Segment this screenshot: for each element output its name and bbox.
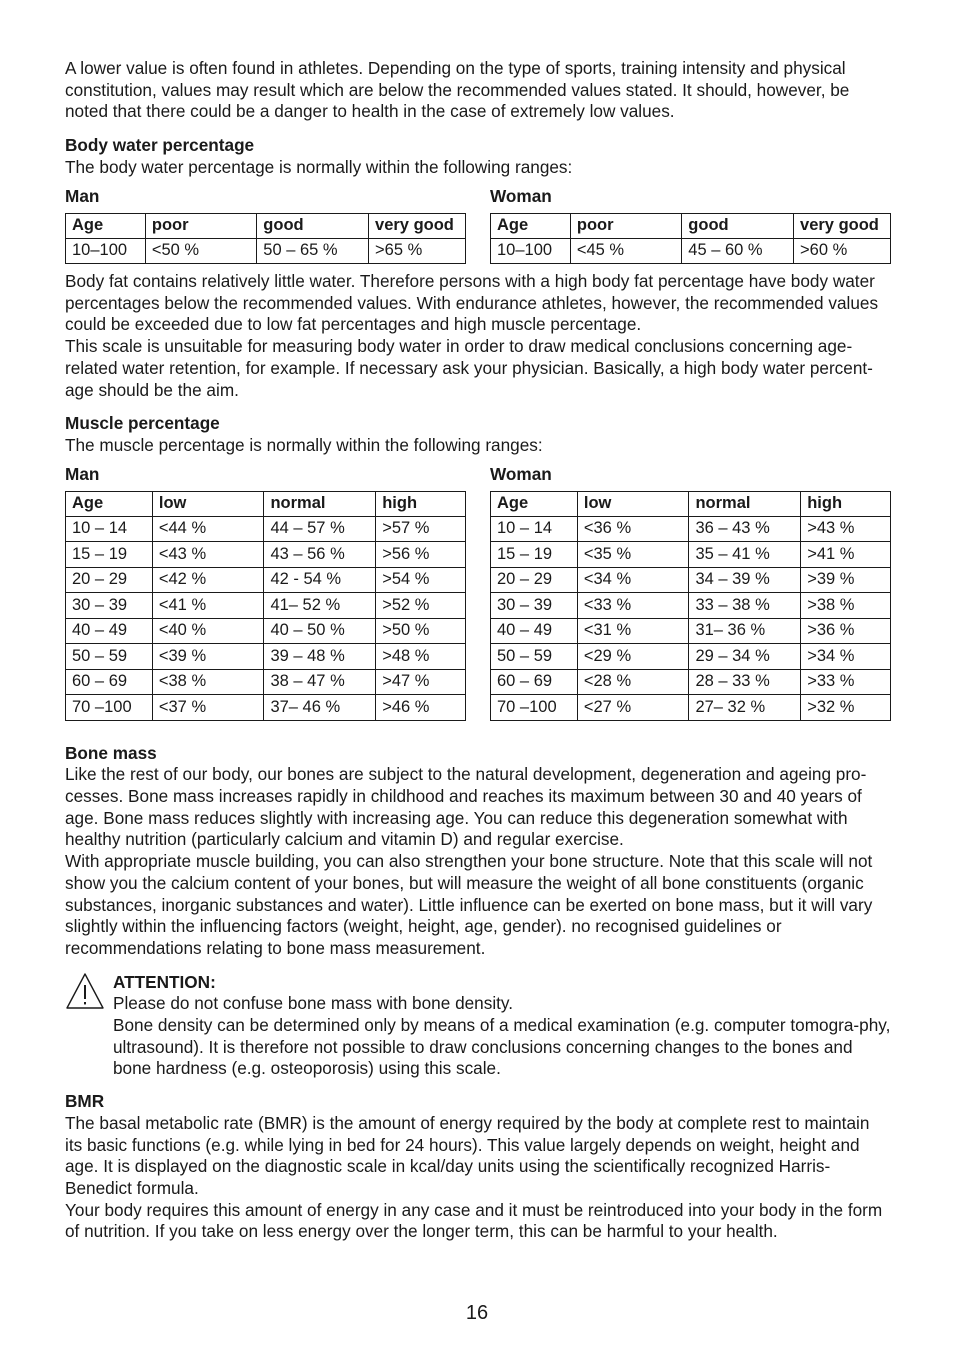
table-cell: >52 % [376, 593, 466, 619]
table-cell: <31 % [577, 618, 689, 644]
table-row [491, 593, 891, 619]
table-header-row [66, 213, 466, 238]
table-cell: 40 – 49 [491, 618, 578, 644]
table-row [491, 669, 891, 695]
bmr-paragraph-2: Your body requires this amount of energy in any case and it must be reintroduced into your body in the form of nutrition. If you take on less energy over the longer term, this can be harmful to your health. [65, 1199, 883, 1242]
bmr-heading: BMR [65, 1091, 105, 1112]
table-title: Man [65, 185, 100, 206]
table-title: Man [65, 463, 100, 484]
column-header: poor [145, 213, 256, 238]
muscle-man [65, 464, 466, 721]
table-cell: 41– 52 % [264, 593, 376, 619]
table-cell: 10–100 [66, 238, 146, 264]
column-header: poor [570, 213, 681, 238]
table-cell: 27– 32 % [689, 695, 801, 721]
table-header-row [491, 213, 891, 238]
table-cell: >36 % [801, 618, 891, 644]
table-row [491, 238, 891, 264]
table-cell: 28 – 33 % [689, 669, 801, 695]
table-cell: <35 % [577, 542, 689, 568]
table-cell: <41 % [152, 593, 264, 619]
column-header: Age [66, 491, 153, 516]
table-row [66, 669, 466, 695]
table-cell: 44 – 57 % [264, 516, 376, 542]
table-cell: 39 – 48 % [264, 644, 376, 670]
table-cell: 45 – 60 % [682, 238, 794, 264]
table-cell: >38 % [801, 593, 891, 619]
muscle-woman [490, 464, 891, 721]
table-cell: 38 – 47 % [264, 669, 376, 695]
body-water-lead: The body water percentage is normally within the following ranges: [65, 156, 573, 177]
body-water-paragraph-1: Body fat contains relatively little water. Therefore persons with a high body fat percentage have body water percentages below the recommended values. With endurance athletes, however, the recommended values could be exceeded due to low fat percentages and high muscle percentage. [65, 271, 879, 335]
table-cell: <37 % [152, 695, 264, 721]
table-header-row [66, 491, 466, 516]
table-cell: >56 % [376, 542, 466, 568]
table-cell: 70 –100 [491, 695, 578, 721]
table-cell: <29 % [577, 644, 689, 670]
table-cell: <45 % [570, 238, 681, 264]
table-cell: 50 – 59 [491, 644, 578, 670]
table-row [491, 542, 891, 568]
table-cell: 15 – 19 [491, 542, 578, 568]
table-cell: 70 –100 [66, 695, 153, 721]
attention-title: ATTENTION: [113, 971, 216, 992]
body-water-man [65, 186, 466, 265]
table-cell: <39 % [152, 644, 264, 670]
attention-box [65, 972, 891, 1081]
table-row [66, 238, 466, 264]
column-header: Age [491, 213, 571, 238]
table-cell: >39 % [801, 567, 891, 593]
column-header: good [682, 213, 794, 238]
table-cell: 10 – 14 [491, 516, 578, 542]
column-header: Age [491, 491, 578, 516]
table-cell: 36 – 43 % [689, 516, 801, 542]
table-cell: <42 % [152, 567, 264, 593]
table-cell: 31– 36 % [689, 618, 801, 644]
table-cell: >43 % [801, 516, 891, 542]
muscle-lead: The muscle percentage is normally within the following ranges: [65, 434, 543, 455]
table-cell: 30 – 39 [491, 593, 578, 619]
table-cell: <44 % [152, 516, 264, 542]
column-header: good [257, 213, 369, 238]
table-cell: 60 – 69 [491, 669, 578, 695]
body-water-man-table [65, 213, 466, 265]
body-water-tables [65, 186, 891, 265]
table-cell: 30 – 39 [66, 593, 153, 619]
muscle-heading: Muscle percentage [65, 413, 220, 434]
table-row [491, 516, 891, 542]
table-cell: >48 % [376, 644, 466, 670]
column-header: very good [369, 213, 466, 238]
table-cell: 33 – 38 % [689, 593, 801, 619]
table-row [66, 567, 466, 593]
table-row [491, 618, 891, 644]
table-cell: <27 % [577, 695, 689, 721]
muscle-man-table [65, 491, 466, 721]
table-cell: 43 – 56 % [264, 542, 376, 568]
table-title: Woman [490, 185, 552, 206]
table-cell: >32 % [801, 695, 891, 721]
table-cell: >47 % [376, 669, 466, 695]
table-cell: >60 % [794, 238, 891, 264]
table-row [66, 593, 466, 619]
table-cell: >46 % [376, 695, 466, 721]
table-cell: 29 – 34 % [689, 644, 801, 670]
table-cell: 42 - 54 % [264, 567, 376, 593]
bmr-paragraph-1: The basal metabolic rate (BMR) is the amount of energy required by the body at complete rest to maintain its basic functions (e.g. while lying in bed for 24 hours). This value largely depends on weight, height and age. It is displayed on the diagnostic scale in kcal/day units using the scientifically recognized Harris-Benedict formula. [65, 1112, 870, 1198]
table-header-row [491, 491, 891, 516]
table-cell: 35 – 41 % [689, 542, 801, 568]
warning-triangle-icon [65, 972, 113, 1081]
table-cell: <50 % [145, 238, 256, 264]
manual-page [65, 58, 891, 1243]
bone-paragraph-1: Like the rest of our body, our bones are subject to the natural development, degeneration and ageing pro-cesses. Bone mass increases rapidly in childhood and reaches its maximum between 30 and 40 years of age. Bone mass reduces slightly with increasing age. You can reduce this degeneration somewhat with healthy nutrition (particularly calcium and vitamin D) and regular exercise. [65, 764, 867, 850]
body-water-heading: Body water percentage [65, 135, 255, 156]
table-cell: 40 – 49 [66, 618, 153, 644]
column-header: high [376, 491, 466, 516]
muscle-woman-table [490, 491, 891, 721]
body-water-woman [490, 186, 891, 265]
table-cell: 10–100 [491, 238, 571, 264]
bone-heading: Bone mass [65, 742, 157, 763]
table-row [491, 567, 891, 593]
table-cell: 50 – 65 % [257, 238, 369, 264]
attention-body [113, 972, 891, 1081]
table-cell: <36 % [577, 516, 689, 542]
table-row [66, 644, 466, 670]
muscle-tables [65, 464, 891, 721]
column-header: normal [264, 491, 376, 516]
table-row [66, 516, 466, 542]
table-cell: <28 % [577, 669, 689, 695]
table-cell: 37– 46 % [264, 695, 376, 721]
table-row [491, 695, 891, 721]
table-cell: <33 % [577, 593, 689, 619]
table-cell: 20 – 29 [66, 567, 153, 593]
table-cell: >34 % [801, 644, 891, 670]
table-cell: <40 % [152, 618, 264, 644]
column-header: very good [794, 213, 891, 238]
body-water-woman-table [490, 213, 891, 265]
table-row [66, 542, 466, 568]
attention-line-1: Please do not confuse bone mass with bone density. [113, 993, 514, 1014]
column-header: Age [66, 213, 146, 238]
column-header: low [577, 491, 689, 516]
table-cell: >65 % [369, 238, 466, 264]
body-water-paragraph-2: This scale is unsuitable for measuring body water in order to draw medical conclusions concerning age-related water retention, for example. If necessary ask your physician. Basically, a high body water percent-age should be the aim. [65, 336, 873, 400]
column-header: low [152, 491, 264, 516]
table-cell: 34 – 39 % [689, 567, 801, 593]
table-row [66, 618, 466, 644]
table-cell: 40 – 50 % [264, 618, 376, 644]
column-header: normal [689, 491, 801, 516]
table-cell: >33 % [801, 669, 891, 695]
table-cell: 60 – 69 [66, 669, 153, 695]
table-cell: 20 – 29 [491, 567, 578, 593]
intro-paragraph: A lower value is often found in athletes. Depending on the type of sports, training intensity and physical constitution, values may result which are below the recommended values stated. It should, however, be noted that there could be a danger to health in the case of extremely low values. [65, 58, 850, 122]
table-title: Woman [490, 463, 552, 484]
bone-paragraph-2: With appropriate muscle building, you can also strengthen your bone structure. Note that this scale will not show you the calcium content of your bones, but will measure the weight of all bone constituents (organic substances, inorganic substances and water). Little influence can be exerted on bone mass, but it will vary slightly within the influencing factors (weight, height, age, gender). no recognised guidelines or recommendations relating to bone mass measurement. [65, 851, 873, 958]
table-cell: >54 % [376, 567, 466, 593]
table-cell: >41 % [801, 542, 891, 568]
table-cell: 50 – 59 [66, 644, 153, 670]
table-cell: <38 % [152, 669, 264, 695]
table-cell: 10 – 14 [66, 516, 153, 542]
attention-line-2: Bone density can be determined only by means of a medical examination (e.g. computer tomogra-phy, ultrasound). It is therefore not possible to draw conclusions concerning changes to the bones and bone hardness (e.g. osteoporosis) using this scale. [113, 1015, 891, 1079]
table-row [491, 644, 891, 670]
table-cell: <43 % [152, 542, 264, 568]
table-row [66, 695, 466, 721]
page-number: 16 [465, 1302, 489, 1324]
table-cell: <34 % [577, 567, 689, 593]
table-cell: 15 – 19 [66, 542, 153, 568]
column-header: high [801, 491, 891, 516]
table-cell: >57 % [376, 516, 466, 542]
table-cell: >50 % [376, 618, 466, 644]
